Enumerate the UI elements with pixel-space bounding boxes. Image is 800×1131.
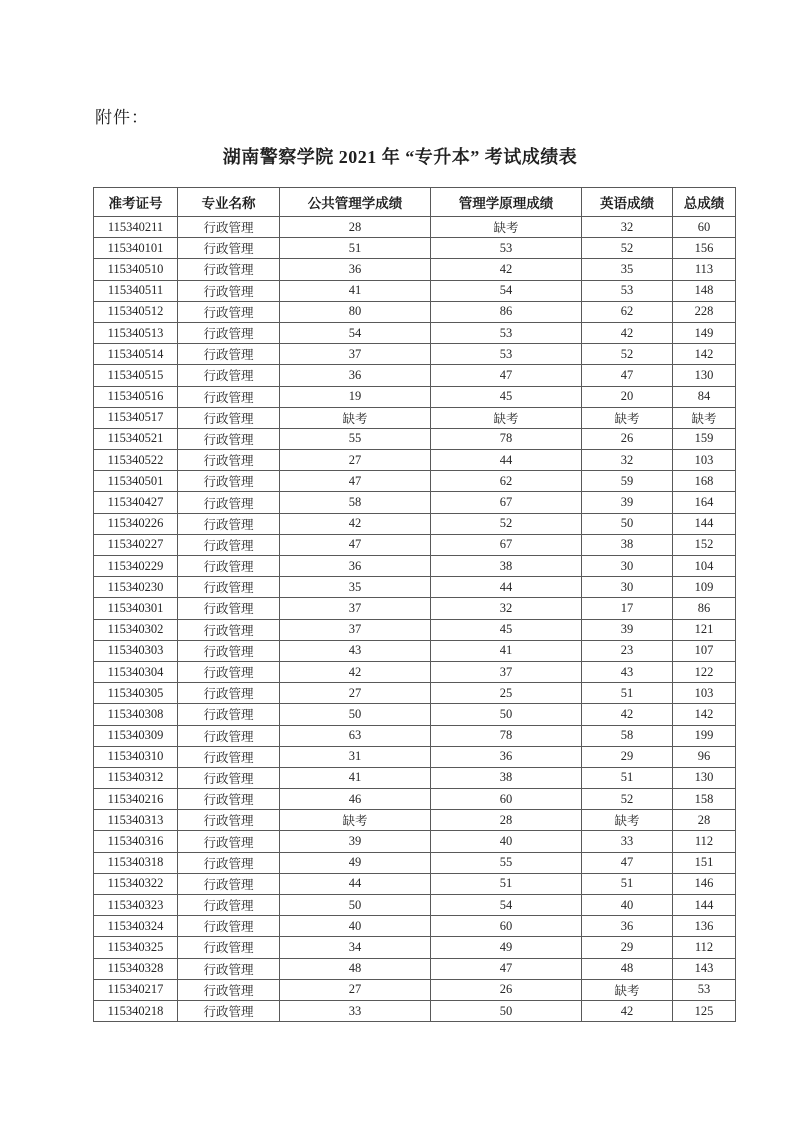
table-cell: 26 — [431, 979, 582, 1000]
score-table-header — [94, 188, 736, 217]
table-cell: 35 — [582, 259, 673, 280]
table-cell: 115340230 — [94, 577, 178, 598]
table-cell: 63 — [280, 725, 431, 746]
table-cell: 112 — [673, 831, 736, 852]
table-row — [94, 746, 736, 767]
table-cell: 228 — [673, 301, 736, 322]
table-cell: 115340303 — [94, 640, 178, 661]
table-cell: 50 — [431, 1000, 582, 1021]
table-cell: 112 — [673, 937, 736, 958]
table-cell: 51 — [582, 683, 673, 704]
table-cell: 46 — [280, 789, 431, 810]
table-cell: 50 — [431, 704, 582, 725]
table-cell: 行政管理 — [178, 301, 280, 322]
table-cell: 115340521 — [94, 428, 178, 449]
table-cell: 54 — [280, 322, 431, 343]
table-cell: 115340318 — [94, 852, 178, 873]
table-cell: 行政管理 — [178, 767, 280, 788]
table-cell: 115340316 — [94, 831, 178, 852]
attachment-label: 附件： — [95, 108, 149, 127]
table-cell: 51 — [582, 767, 673, 788]
table-cell: 115340302 — [94, 619, 178, 640]
table-cell: 20 — [582, 386, 673, 407]
table-cell: 96 — [673, 746, 736, 767]
table-row — [94, 471, 736, 492]
table-row — [94, 322, 736, 343]
table-cell: 113 — [673, 259, 736, 280]
table-row — [94, 1000, 736, 1021]
table-cell: 168 — [673, 471, 736, 492]
table-cell: 115340304 — [94, 661, 178, 682]
table-cell: 156 — [673, 238, 736, 259]
table-cell: 115340308 — [94, 704, 178, 725]
score-table — [93, 187, 736, 1022]
table-row — [94, 958, 736, 979]
table-cell: 142 — [673, 704, 736, 725]
table-cell: 59 — [582, 471, 673, 492]
table-cell: 48 — [280, 958, 431, 979]
table-cell: 121 — [673, 619, 736, 640]
table-cell: 53 — [431, 344, 582, 365]
table-cell: 115340501 — [94, 471, 178, 492]
table-cell: 行政管理 — [178, 238, 280, 259]
table-cell: 缺考 — [280, 407, 431, 428]
page-title: 湖南警察学院 2021 年 “专升本” 考试成绩表 — [222, 147, 578, 167]
table-cell: 115340229 — [94, 556, 178, 577]
table-cell: 行政管理 — [178, 217, 280, 238]
table-cell: 55 — [280, 428, 431, 449]
table-cell: 67 — [431, 534, 582, 555]
table-cell: 缺考 — [280, 810, 431, 831]
table-cell: 40 — [582, 895, 673, 916]
table-cell: 115340511 — [94, 280, 178, 301]
table-cell: 115340514 — [94, 344, 178, 365]
table-cell: 行政管理 — [178, 704, 280, 725]
table-cell: 38 — [431, 556, 582, 577]
table-cell: 115340324 — [94, 916, 178, 937]
table-row — [94, 428, 736, 449]
table-cell: 144 — [673, 513, 736, 534]
table-row — [94, 979, 736, 1000]
table-cell: 47 — [431, 958, 582, 979]
table-cell: 38 — [431, 767, 582, 788]
table-cell: 148 — [673, 280, 736, 301]
table-cell: 37 — [280, 344, 431, 365]
table-cell: 51 — [280, 238, 431, 259]
table-cell: 78 — [431, 725, 582, 746]
table-cell: 159 — [673, 428, 736, 449]
table-cell: 52 — [582, 238, 673, 259]
table-cell: 151 — [673, 852, 736, 873]
table-cell: 144 — [673, 895, 736, 916]
table-cell: 115340516 — [94, 386, 178, 407]
table-row — [94, 704, 736, 725]
table-cell: 42 — [582, 1000, 673, 1021]
table-cell: 115340427 — [94, 492, 178, 513]
column-header: 总成绩 — [673, 188, 736, 217]
table-cell: 42 — [431, 259, 582, 280]
table-cell: 53 — [431, 322, 582, 343]
table-cell: 41 — [280, 280, 431, 301]
table-cell: 32 — [582, 450, 673, 471]
table-cell: 115340322 — [94, 873, 178, 894]
table-cell: 行政管理 — [178, 661, 280, 682]
table-cell: 行政管理 — [178, 810, 280, 831]
table-cell: 行政管理 — [178, 344, 280, 365]
table-cell: 行政管理 — [178, 259, 280, 280]
table-cell: 39 — [582, 492, 673, 513]
table-cell: 28 — [673, 810, 736, 831]
table-cell: 44 — [280, 873, 431, 894]
table-cell: 49 — [280, 852, 431, 873]
table-cell: 行政管理 — [178, 937, 280, 958]
table-cell: 行政管理 — [178, 958, 280, 979]
table-row — [94, 238, 736, 259]
table-cell: 158 — [673, 789, 736, 810]
table-row — [94, 725, 736, 746]
table-row — [94, 365, 736, 386]
table-cell: 115340312 — [94, 767, 178, 788]
table-cell: 行政管理 — [178, 365, 280, 386]
column-header: 专业名称 — [178, 188, 280, 217]
table-cell: 142 — [673, 344, 736, 365]
table-cell: 行政管理 — [178, 789, 280, 810]
table-cell: 115340305 — [94, 683, 178, 704]
table-cell: 27 — [280, 979, 431, 1000]
table-cell: 行政管理 — [178, 598, 280, 619]
table-cell: 43 — [280, 640, 431, 661]
table-cell: 行政管理 — [178, 746, 280, 767]
table-cell: 45 — [431, 386, 582, 407]
table-cell: 行政管理 — [178, 280, 280, 301]
table-cell: 60 — [431, 789, 582, 810]
table-row — [94, 895, 736, 916]
table-cell: 35 — [280, 577, 431, 598]
header-row — [94, 188, 736, 217]
table-row — [94, 492, 736, 513]
table-row — [94, 831, 736, 852]
table-row — [94, 534, 736, 555]
table-cell: 缺考 — [582, 407, 673, 428]
table-cell: 行政管理 — [178, 831, 280, 852]
table-cell: 47 — [582, 365, 673, 386]
table-row — [94, 407, 736, 428]
table-cell: 45 — [431, 619, 582, 640]
table-cell: 48 — [582, 958, 673, 979]
table-cell: 行政管理 — [178, 683, 280, 704]
table-cell: 115340309 — [94, 725, 178, 746]
table-cell: 152 — [673, 534, 736, 555]
table-cell: 27 — [280, 683, 431, 704]
table-cell: 51 — [582, 873, 673, 894]
table-cell: 40 — [431, 831, 582, 852]
table-row — [94, 386, 736, 407]
table-row — [94, 661, 736, 682]
table-cell: 行政管理 — [178, 916, 280, 937]
table-cell: 36 — [280, 259, 431, 280]
table-cell: 36 — [280, 365, 431, 386]
table-row — [94, 513, 736, 534]
table-cell: 36 — [431, 746, 582, 767]
table-cell: 37 — [431, 661, 582, 682]
table-cell: 19 — [280, 386, 431, 407]
table-cell: 行政管理 — [178, 577, 280, 598]
table-cell: 115340328 — [94, 958, 178, 979]
table-row — [94, 598, 736, 619]
table-cell: 32 — [431, 598, 582, 619]
table-cell: 199 — [673, 725, 736, 746]
table-row — [94, 852, 736, 873]
table-cell: 33 — [582, 831, 673, 852]
table-cell: 115340513 — [94, 322, 178, 343]
table-cell: 122 — [673, 661, 736, 682]
table-cell: 115340310 — [94, 746, 178, 767]
table-cell: 58 — [280, 492, 431, 513]
table-cell: 53 — [431, 238, 582, 259]
table-cell: 103 — [673, 683, 736, 704]
table-cell: 125 — [673, 1000, 736, 1021]
table-cell: 53 — [673, 979, 736, 1000]
table-row — [94, 577, 736, 598]
table-cell: 115340217 — [94, 979, 178, 1000]
table-row — [94, 619, 736, 640]
table-cell: 25 — [431, 683, 582, 704]
table-row — [94, 301, 736, 322]
table-cell: 27 — [280, 450, 431, 471]
table-cell: 115340211 — [94, 217, 178, 238]
table-row — [94, 640, 736, 661]
table-cell: 136 — [673, 916, 736, 937]
table-cell: 41 — [431, 640, 582, 661]
table-cell: 30 — [582, 577, 673, 598]
table-cell: 缺考 — [431, 217, 582, 238]
table-cell: 50 — [582, 513, 673, 534]
table-cell: 60 — [431, 916, 582, 937]
column-header: 公共管理学成绩 — [280, 188, 431, 217]
table-cell: 行政管理 — [178, 534, 280, 555]
table-cell: 36 — [280, 556, 431, 577]
table-cell: 缺考 — [673, 407, 736, 428]
table-row — [94, 280, 736, 301]
table-cell: 行政管理 — [178, 852, 280, 873]
table-cell: 37 — [280, 619, 431, 640]
table-row — [94, 450, 736, 471]
table-cell: 28 — [280, 217, 431, 238]
table-cell: 29 — [582, 746, 673, 767]
table-cell: 32 — [582, 217, 673, 238]
table-cell: 164 — [673, 492, 736, 513]
table-cell: 115340216 — [94, 789, 178, 810]
table-cell: 行政管理 — [178, 513, 280, 534]
table-cell: 115340218 — [94, 1000, 178, 1021]
table-cell: 52 — [582, 344, 673, 365]
table-cell: 52 — [431, 513, 582, 534]
table-cell: 行政管理 — [178, 471, 280, 492]
table-cell: 行政管理 — [178, 1000, 280, 1021]
table-cell: 行政管理 — [178, 895, 280, 916]
table-cell: 39 — [280, 831, 431, 852]
table-cell: 115340517 — [94, 407, 178, 428]
table-cell: 23 — [582, 640, 673, 661]
table-cell: 49 — [431, 937, 582, 958]
table-cell: 行政管理 — [178, 979, 280, 1000]
table-cell: 42 — [582, 322, 673, 343]
table-row — [94, 556, 736, 577]
table-cell: 103 — [673, 450, 736, 471]
table-cell: 86 — [431, 301, 582, 322]
table-cell: 行政管理 — [178, 556, 280, 577]
table-cell: 115340313 — [94, 810, 178, 831]
table-cell: 146 — [673, 873, 736, 894]
table-cell: 60 — [673, 217, 736, 238]
table-cell: 34 — [280, 937, 431, 958]
table-cell: 42 — [280, 661, 431, 682]
table-cell: 47 — [280, 471, 431, 492]
table-cell: 47 — [431, 365, 582, 386]
table-cell: 149 — [673, 322, 736, 343]
table-cell: 33 — [280, 1000, 431, 1021]
table-cell: 缺考 — [582, 979, 673, 1000]
table-cell: 47 — [582, 852, 673, 873]
table-cell: 36 — [582, 916, 673, 937]
table-cell: 115340512 — [94, 301, 178, 322]
table-cell: 104 — [673, 556, 736, 577]
table-cell: 31 — [280, 746, 431, 767]
table-cell: 50 — [280, 895, 431, 916]
table-row — [94, 767, 736, 788]
table-cell: 130 — [673, 365, 736, 386]
table-row — [94, 916, 736, 937]
table-cell: 行政管理 — [178, 428, 280, 449]
table-cell: 115340522 — [94, 450, 178, 471]
table-row — [94, 259, 736, 280]
table-cell: 115340101 — [94, 238, 178, 259]
table-cell: 行政管理 — [178, 725, 280, 746]
table-cell: 115340325 — [94, 937, 178, 958]
table-row — [94, 344, 736, 365]
table-cell: 115340515 — [94, 365, 178, 386]
table-cell: 78 — [431, 428, 582, 449]
table-cell: 53 — [582, 280, 673, 301]
table-cell: 52 — [582, 789, 673, 810]
table-cell: 107 — [673, 640, 736, 661]
table-cell: 50 — [280, 704, 431, 725]
table-cell: 41 — [280, 767, 431, 788]
table-cell: 115340510 — [94, 259, 178, 280]
table-cell: 54 — [431, 895, 582, 916]
table-cell: 67 — [431, 492, 582, 513]
table-cell: 行政管理 — [178, 873, 280, 894]
table-row — [94, 873, 736, 894]
table-cell: 37 — [280, 598, 431, 619]
table-cell: 42 — [582, 704, 673, 725]
table-cell: 行政管理 — [178, 492, 280, 513]
table-cell: 109 — [673, 577, 736, 598]
table-cell: 39 — [582, 619, 673, 640]
table-cell: 42 — [280, 513, 431, 534]
table-cell: 80 — [280, 301, 431, 322]
table-cell: 40 — [280, 916, 431, 937]
table-cell: 38 — [582, 534, 673, 555]
table-row — [94, 217, 736, 238]
table-cell: 84 — [673, 386, 736, 407]
table-cell: 115340226 — [94, 513, 178, 534]
table-cell: 缺考 — [582, 810, 673, 831]
table-cell: 115340227 — [94, 534, 178, 555]
table-cell: 行政管理 — [178, 386, 280, 407]
table-cell: 130 — [673, 767, 736, 788]
table-cell: 51 — [431, 873, 582, 894]
table-cell: 26 — [582, 428, 673, 449]
table-cell: 47 — [280, 534, 431, 555]
table-cell: 115340323 — [94, 895, 178, 916]
table-cell: 17 — [582, 598, 673, 619]
table-cell: 行政管理 — [178, 450, 280, 471]
table-row — [94, 810, 736, 831]
table-cell: 44 — [431, 450, 582, 471]
table-cell: 行政管理 — [178, 407, 280, 428]
table-cell: 62 — [582, 301, 673, 322]
column-header: 准考证号 — [94, 188, 178, 217]
table-cell: 缺考 — [431, 407, 582, 428]
table-cell: 115340301 — [94, 598, 178, 619]
table-cell: 54 — [431, 280, 582, 301]
score-table-body — [94, 217, 736, 1022]
column-header: 英语成绩 — [582, 188, 673, 217]
table-cell: 86 — [673, 598, 736, 619]
table-cell: 55 — [431, 852, 582, 873]
table-cell: 29 — [582, 937, 673, 958]
table-cell: 30 — [582, 556, 673, 577]
table-cell: 143 — [673, 958, 736, 979]
table-cell: 行政管理 — [178, 619, 280, 640]
table-row — [94, 683, 736, 704]
table-cell: 行政管理 — [178, 322, 280, 343]
table-cell: 行政管理 — [178, 640, 280, 661]
column-header: 管理学原理成绩 — [431, 188, 582, 217]
table-row — [94, 937, 736, 958]
table-cell: 43 — [582, 661, 673, 682]
table-cell: 28 — [431, 810, 582, 831]
table-cell: 62 — [431, 471, 582, 492]
table-cell: 44 — [431, 577, 582, 598]
table-row — [94, 789, 736, 810]
table-cell: 58 — [582, 725, 673, 746]
